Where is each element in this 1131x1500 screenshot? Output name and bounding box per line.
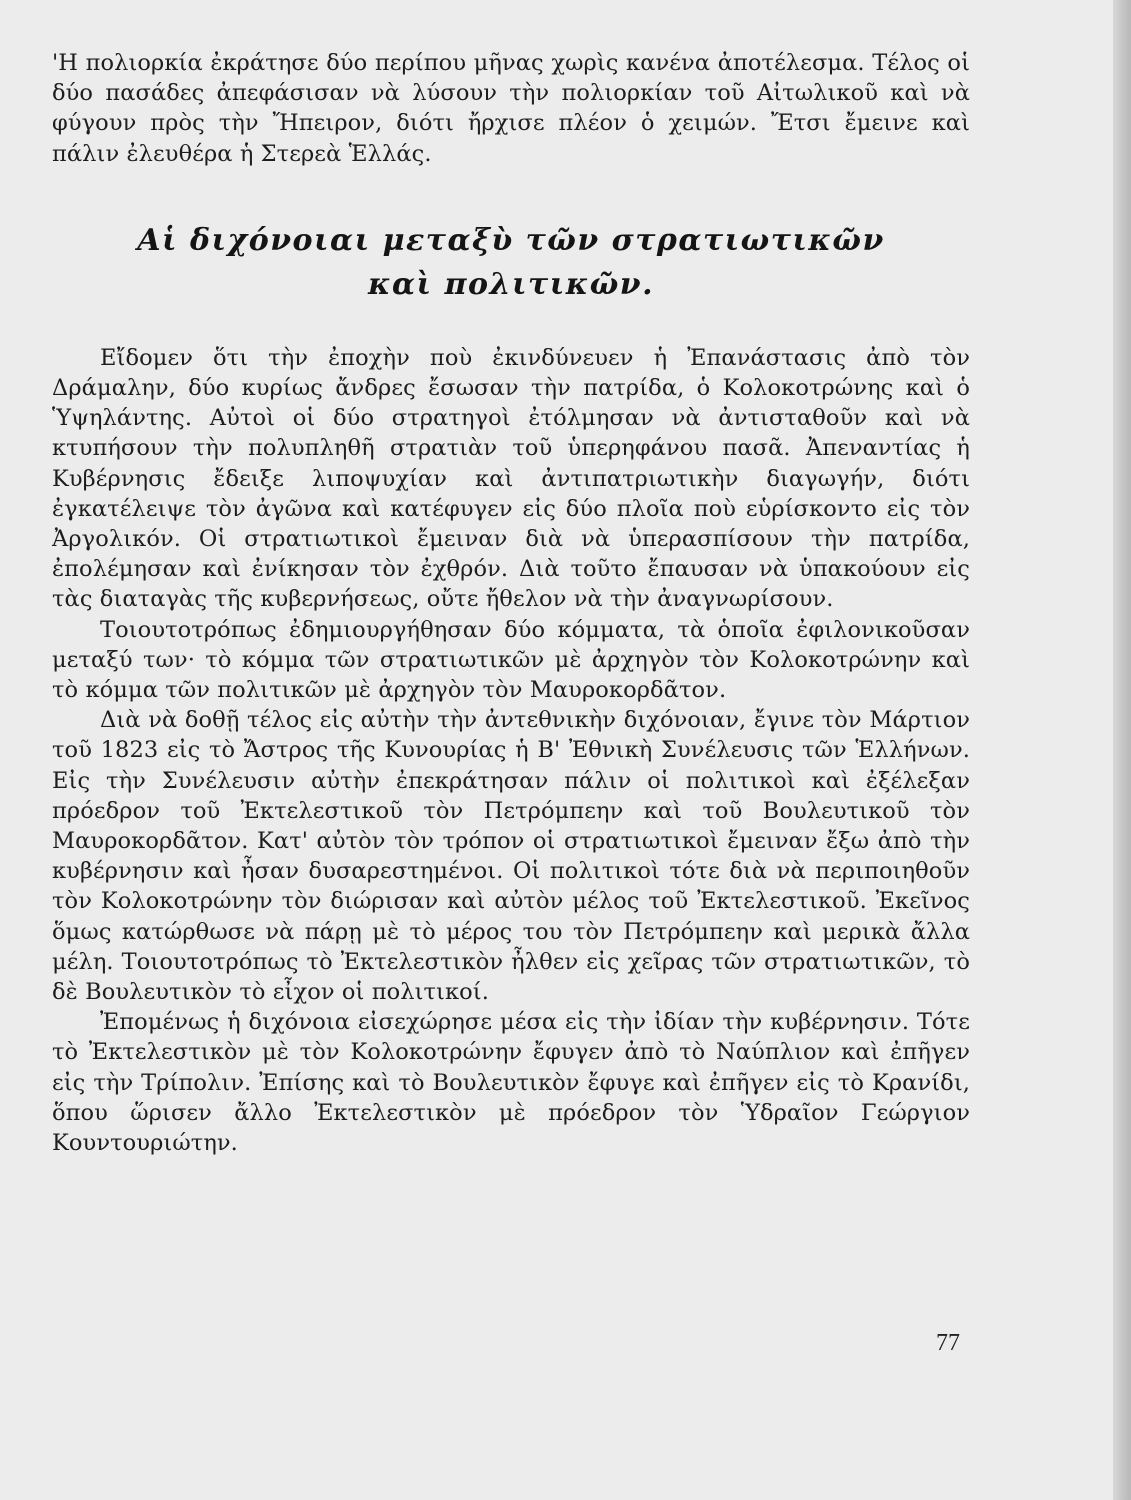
body-paragraph-2: Τοιουτοτρόπως ἐδημιουργήθησαν δύο κόμματα, τὰ ὁποῖα ἐφιλονικοῦσαν μεταξύ των· τὸ κόμμα τῶν στρατιωτικῶν μὲ ἀρχηγὸν τὸν Κολοκοτρώνην καὶ τὸ κόμμα τῶν πολιτικῶν μὲ ἀρχηγὸν τὸν Μαυροκορδᾶτον. <box>52 616 970 704</box>
body-paragraph-3: Διὰ νὰ δοθῇ τέλος εἰς αὐτὴν τὴν ἀντεθνικὴν διχόνοιαν, ἔγινε τὸν Μάρτιον τοῦ 1823 εἰς τὸ Ἄστρος τῆς Κυνουρίας ἡ Β' Ἐθνικὴ Συνέλευσις τῶν Ἑλλήνων. Εἰς τὴν Συνέλευσιν αὐτὴν ἐπεκράτησαν πάλιν οἱ πολιτικοὶ καὶ ἐξέλεξαν πρόεδρον τοῦ Ἐκτελεστικοῦ τὸν Πετρόμπεην καὶ τοῦ Βουλευτικοῦ τὸν Μαυροκορδᾶτον. Κατ' αὐτὸν τὸν τρόπον οἱ στρατιωτικοὶ ἔμειναν ἔξω ἀπὸ τὴν κυβέρνησιν καὶ ἦσαν δυσαρεστημένοι. Οἱ πολιτικοὶ τότε διὰ νὰ περιποιηθοῦν τὸν Κολοκοτρώνην τὸν διώρισαν καὶ αὐτὸν μέλος τοῦ Ἐκτελεστικοῦ. Ἐκεῖνος ὅμως κατώρθωσε νὰ πάρῃ μὲ τὸ μέρος του τὸν Πετρόμπεην καὶ μερικὰ ἄλλα μέλη. Τοιουτοτρόπως τὸ Ἐκτελεστικὸν ἦλθεν εἰς χεῖρας τῶν στρατιωτικῶν, τὸ δὲ Βουλευτικὸν τὸ εἶχον οἱ πολιτικοί. <box>52 707 970 1006</box>
body-paragraph-4: Ἐπομένως ἡ διχόνοια εἰσεχώρησε μέσα εἰς τὴν ἰδίαν τὴν κυβέρνησιν. Τότε τὸ Ἐκτελεστικὸν μὲ τὸν Κολοκοτρώνην ἔφυγεν ἀπὸ τὸ Ναύπλιον καὶ ἐπῆγεν εἰς τὴν Τρίπολιν. Ἐπίσης καὶ τὸ Βουλευτικὸν ἔφυγε καὶ ἐπῆγεν εἰς τὸ Κρανίδι, ὅπου ὥρισεν ἄλλο Ἐκτελεστικὸν μὲ πρόεδρον τὸν Ὑδραῖον Γεώργιον Κουντουριώτην. <box>52 1009 970 1157</box>
page-text-block <box>52 48 970 1158</box>
section-heading-line-2: καὶ πολιτικῶν. <box>367 266 655 302</box>
section-heading <box>52 219 970 307</box>
page-number: 77 <box>936 1330 960 1356</box>
section-heading-line-1: Αἱ διχόνοιαι μεταξὺ τῶν στρατιωτικῶν <box>137 222 885 258</box>
body-paragraph-1: Εἴδομεν ὅτι τὴν ἐποχὴν ποὺ ἐκινδύνευεν ἡ Ἐπανάστασις ἀπὸ τὸν Δράμαλην, δύο κυρίως ἄνδρες ἔσωσαν τὴν πατρίδα, ὁ Κολοκοτρώνης καὶ ὁ Ὑψηλάντης. Αὐτοὶ οἱ δύο στρατηγοὶ ἐτόλμησαν νὰ ἀντισταθοῦν καὶ νὰ κτυπήσουν τὴν πολυπληθῆ στρατιὰν τοῦ ὑπερηφάνου πασᾶ. Ἀπεναντίας ἡ Κυβέρνησις ἔδειξε λιποψυχίαν καὶ ἀντιπατριωτικὴν διαγωγήν, διότι ἐγκατέλειψε τὸν ἀγῶνα καὶ κατέφυγεν εἰς δύο πλοῖα ποὺ εὑρίσκοντο εἰς τὸν Ἀργολικόν. Οἱ στρατιωτικοὶ ἔμειναν διὰ νὰ ὑπερασπίσουν τὴν πατρίδα, ἐπολέμησαν καὶ ἐνίκησαν τὸν ἐχθρόν. Διὰ τοῦτο ἔπαυσαν νὰ ὑπακούουν εἰς τὰς διαταγὰς τῆς κυβερνήσεως, οὔτε ἤθελον νὰ τὴν ἀναγνωρίσουν. <box>52 344 970 613</box>
page-edge-shadow <box>1113 0 1131 1500</box>
intro-paragraph: 'Η πολιορκία ἐκράτησε δύο περίπου μῆνας χωρὶς κανένα ἀποτέλεσμα. Τέλος οἱ δύο πασάδες ἀπεφάσισαν νὰ λύσουν τὴν πολιορκίαν τοῦ Αἰτωλικοῦ καὶ νὰ φύγουν πρὸς τὴν Ἤπειρον, διότι ἤρχισε πλέον ὁ χειμών. Ἔτσι ἔμεινε καὶ πάλιν ἐλευθέρα ἡ Στερεὰ Ἑλλάς. <box>52 50 970 167</box>
